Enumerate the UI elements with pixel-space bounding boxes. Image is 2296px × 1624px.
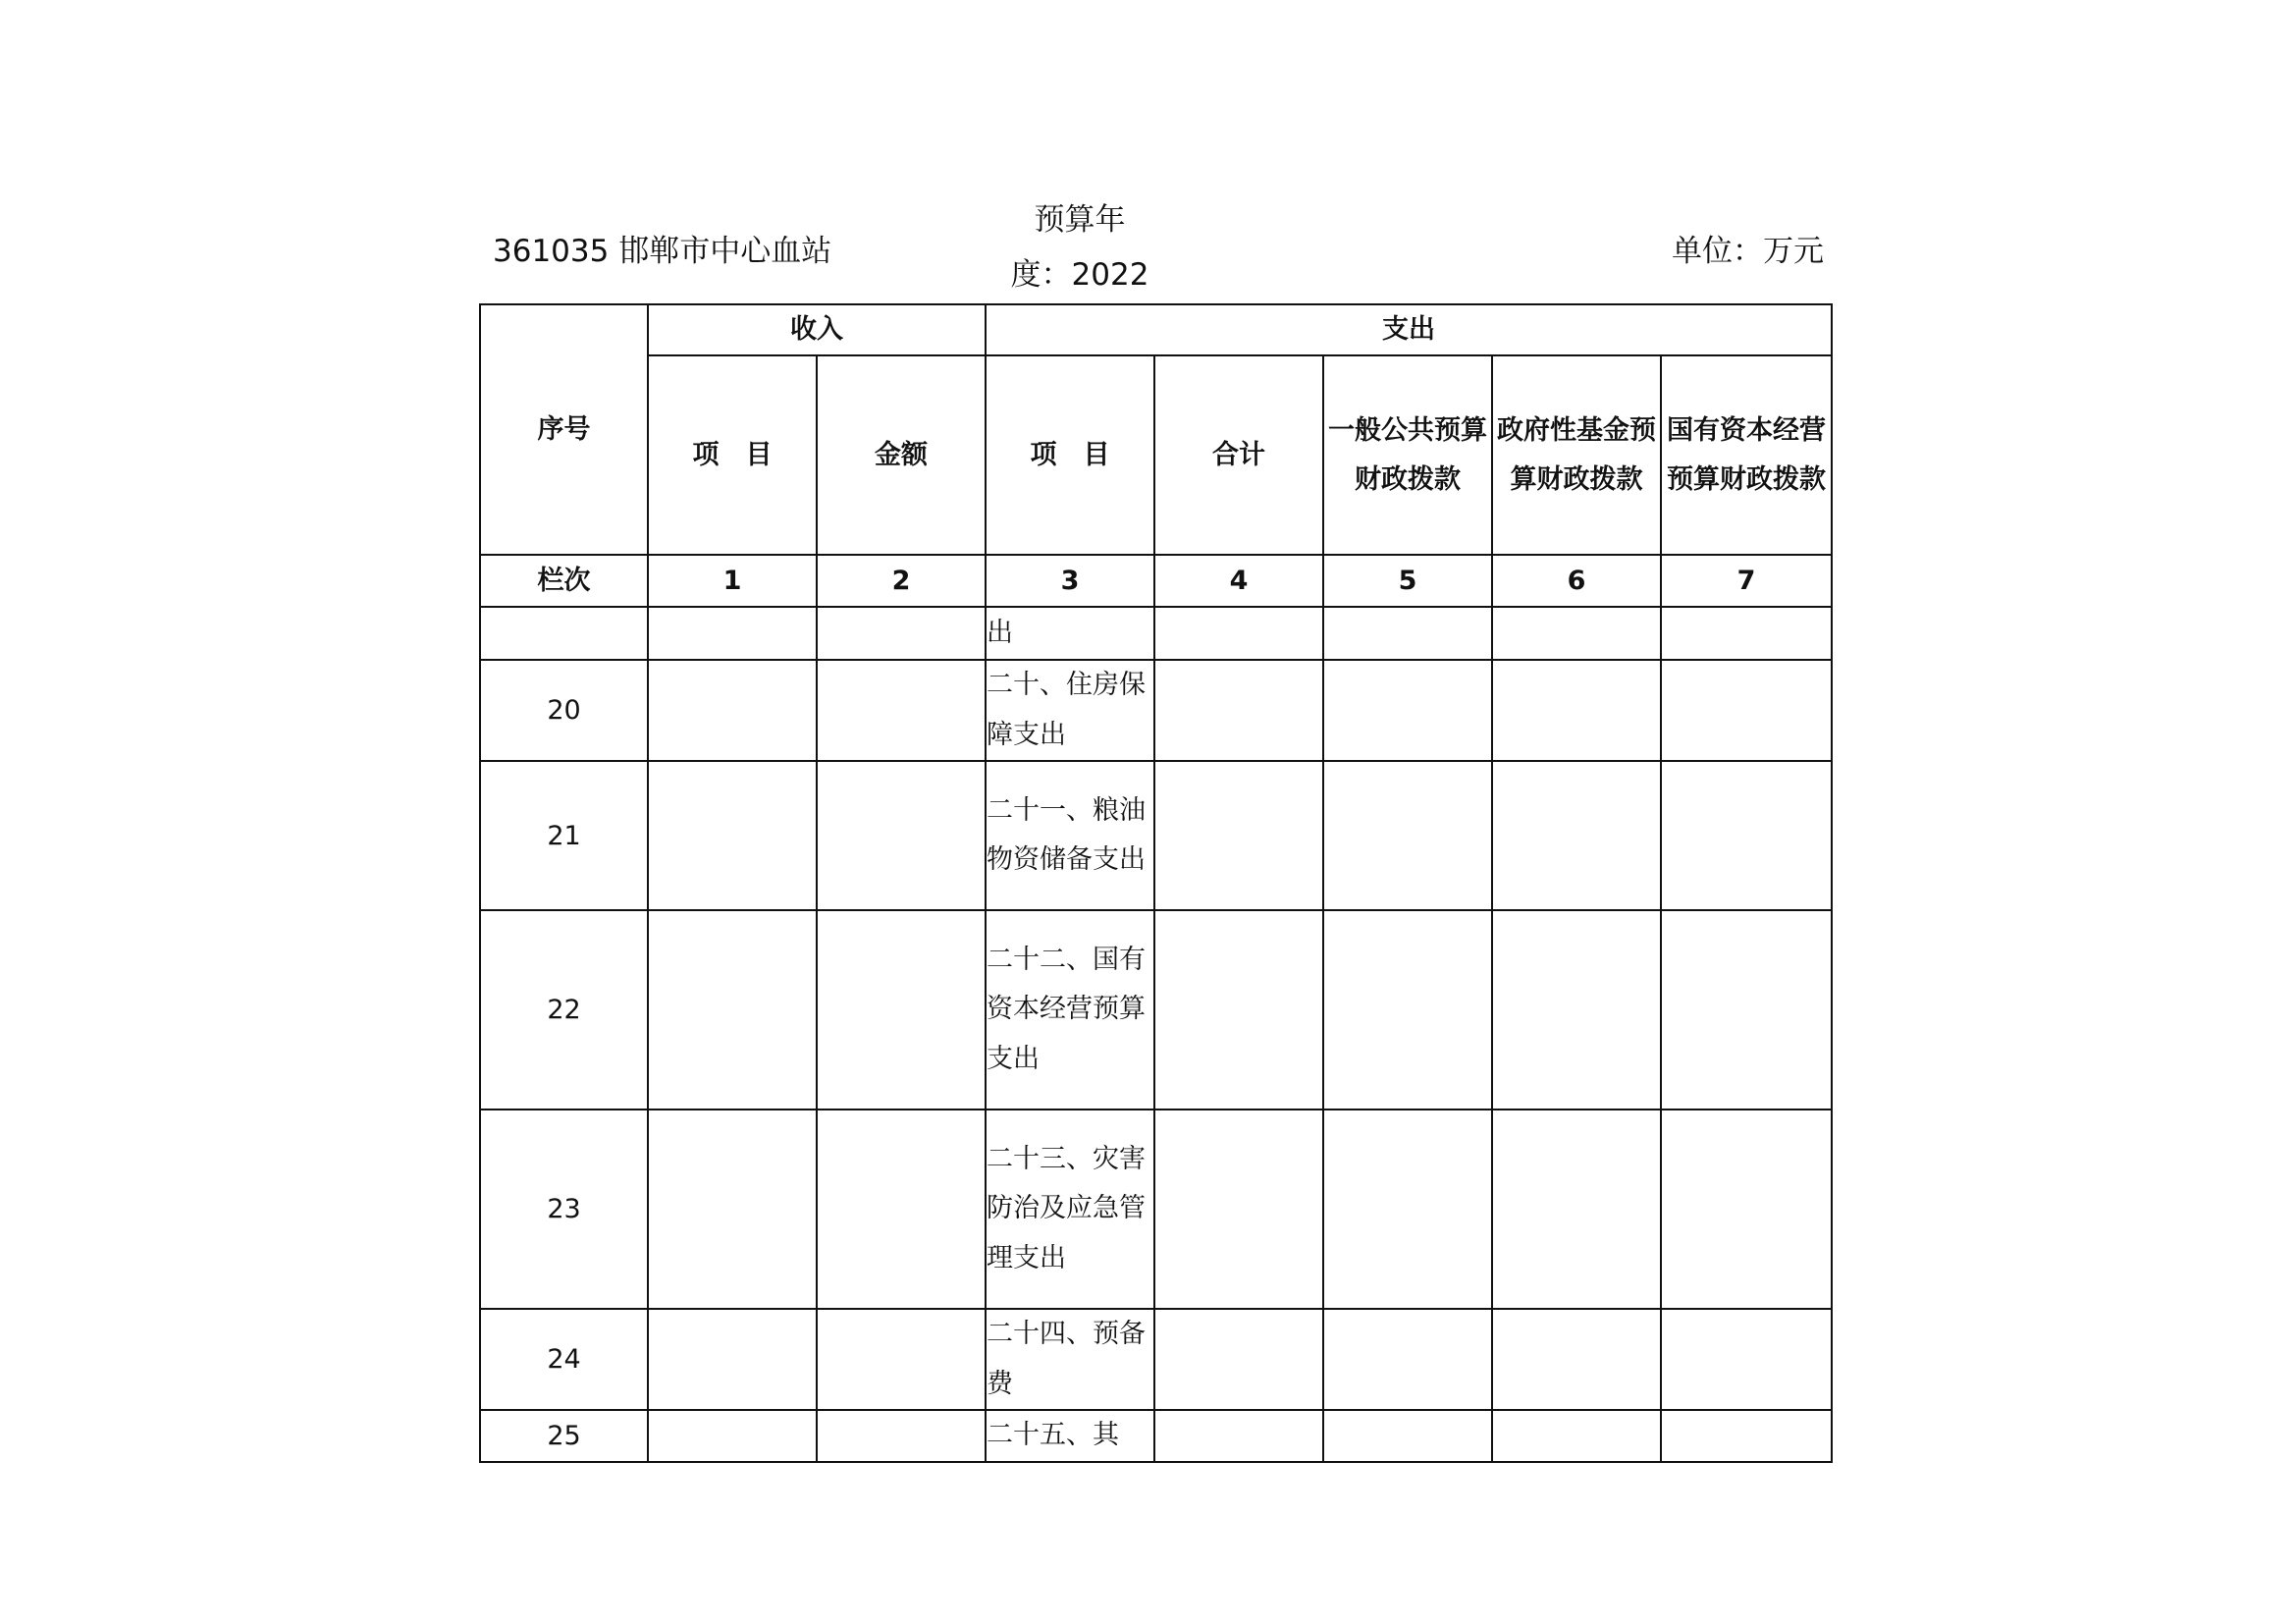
header-seq: 序号 [480, 304, 648, 555]
cell-empty [648, 910, 817, 1110]
budget-year-line-2: 度：2022 [1010, 257, 1149, 293]
row-seq: 25 [480, 1410, 648, 1462]
row-item: 二十一、粮油物资储备支出 [986, 761, 1154, 910]
cell-empty [1154, 607, 1323, 660]
cell-empty [817, 1110, 986, 1309]
cell-empty [817, 910, 986, 1110]
row-item: 二十五、其 [986, 1410, 1154, 1462]
row-item: 二十、住房保障支出 [986, 660, 1154, 761]
cell-empty [1492, 607, 1661, 660]
row-seq [480, 607, 648, 660]
header-general-budget: 一般公共预算财政拨款 [1323, 355, 1492, 555]
cell-empty [1661, 607, 1832, 660]
cell-empty [1661, 910, 1832, 1110]
header-income: 收入 [648, 304, 986, 355]
cell-empty [817, 607, 986, 660]
cell-empty [817, 660, 986, 761]
row-seq: 23 [480, 1110, 648, 1309]
budget-year [1001, 192, 1158, 302]
cell-empty [1154, 910, 1323, 1110]
budget-table [479, 303, 1833, 1463]
cell-empty [648, 1410, 817, 1462]
cell-empty [1661, 1410, 1832, 1462]
cell-empty [817, 1410, 986, 1462]
column-number: 7 [1661, 555, 1832, 607]
cell-empty [817, 761, 986, 910]
table-row [480, 1410, 1832, 1462]
table-row [480, 910, 1832, 1110]
table-row [480, 1309, 1832, 1410]
header-total: 合计 [1154, 355, 1323, 555]
cell-empty [1661, 761, 1832, 910]
budget-year-line-1: 预算年 [1034, 202, 1126, 238]
cell-empty [648, 1309, 817, 1410]
cell-empty [1492, 660, 1661, 761]
header-soe-capital: 国有资本经营预算财政拨款 [1661, 355, 1832, 555]
header-income-amount: 金额 [817, 355, 986, 555]
table-row [480, 761, 1832, 910]
cell-empty [648, 607, 817, 660]
document-header [481, 192, 1836, 298]
column-number: 2 [817, 555, 986, 607]
column-number-row [480, 555, 1832, 607]
column-number: 4 [1154, 555, 1323, 607]
cell-empty [1323, 1410, 1492, 1462]
cell-empty [1492, 1309, 1661, 1410]
cell-empty [1323, 1110, 1492, 1309]
cell-empty [1661, 1110, 1832, 1309]
cell-empty [1323, 910, 1492, 1110]
cell-empty [1323, 1309, 1492, 1410]
cell-empty [1661, 660, 1832, 761]
cell-empty [1154, 1110, 1323, 1309]
organization-title: 361035 邯郸市中心血站 [493, 234, 832, 269]
row-item: 出 [986, 607, 1154, 660]
column-label: 栏次 [480, 555, 648, 607]
table-row [480, 660, 1832, 761]
row-seq: 21 [480, 761, 648, 910]
column-number: 3 [986, 555, 1154, 607]
row-item: 二十三、灾害防治及应急管理支出 [986, 1110, 1154, 1309]
row-item: 二十四、预备费 [986, 1309, 1154, 1410]
cell-empty [817, 1309, 986, 1410]
header-row-1 [480, 304, 1832, 355]
header-expense-item: 项 目 [986, 355, 1154, 555]
cell-empty [648, 660, 817, 761]
cell-empty [1323, 660, 1492, 761]
column-number: 5 [1323, 555, 1492, 607]
header-row-2 [480, 355, 1832, 555]
cell-empty [1492, 1110, 1661, 1309]
cell-empty [648, 761, 817, 910]
header-gov-fund: 政府性基金预算财政拨款 [1492, 355, 1661, 555]
row-seq: 20 [480, 660, 648, 761]
cell-empty [1154, 1309, 1323, 1410]
cell-empty [648, 1110, 817, 1309]
cell-empty [1154, 1410, 1323, 1462]
cell-empty [1323, 607, 1492, 660]
header-expense: 支出 [986, 304, 1832, 355]
cell-empty [1154, 660, 1323, 761]
header-income-item: 项 目 [648, 355, 817, 555]
row-seq: 22 [480, 910, 648, 1110]
cell-empty [1492, 761, 1661, 910]
row-seq: 24 [480, 1309, 648, 1410]
column-number: 6 [1492, 555, 1661, 607]
cell-empty [1492, 1410, 1661, 1462]
unit-label: 单位：万元 [1672, 234, 1824, 269]
cell-empty [1661, 1309, 1832, 1410]
cell-empty [1323, 761, 1492, 910]
table-row [480, 607, 1832, 660]
cell-empty [1492, 910, 1661, 1110]
table-row [480, 1110, 1832, 1309]
column-number: 1 [648, 555, 817, 607]
cell-empty [1154, 761, 1323, 910]
row-item: 二十二、国有资本经营预算支出 [986, 910, 1154, 1110]
